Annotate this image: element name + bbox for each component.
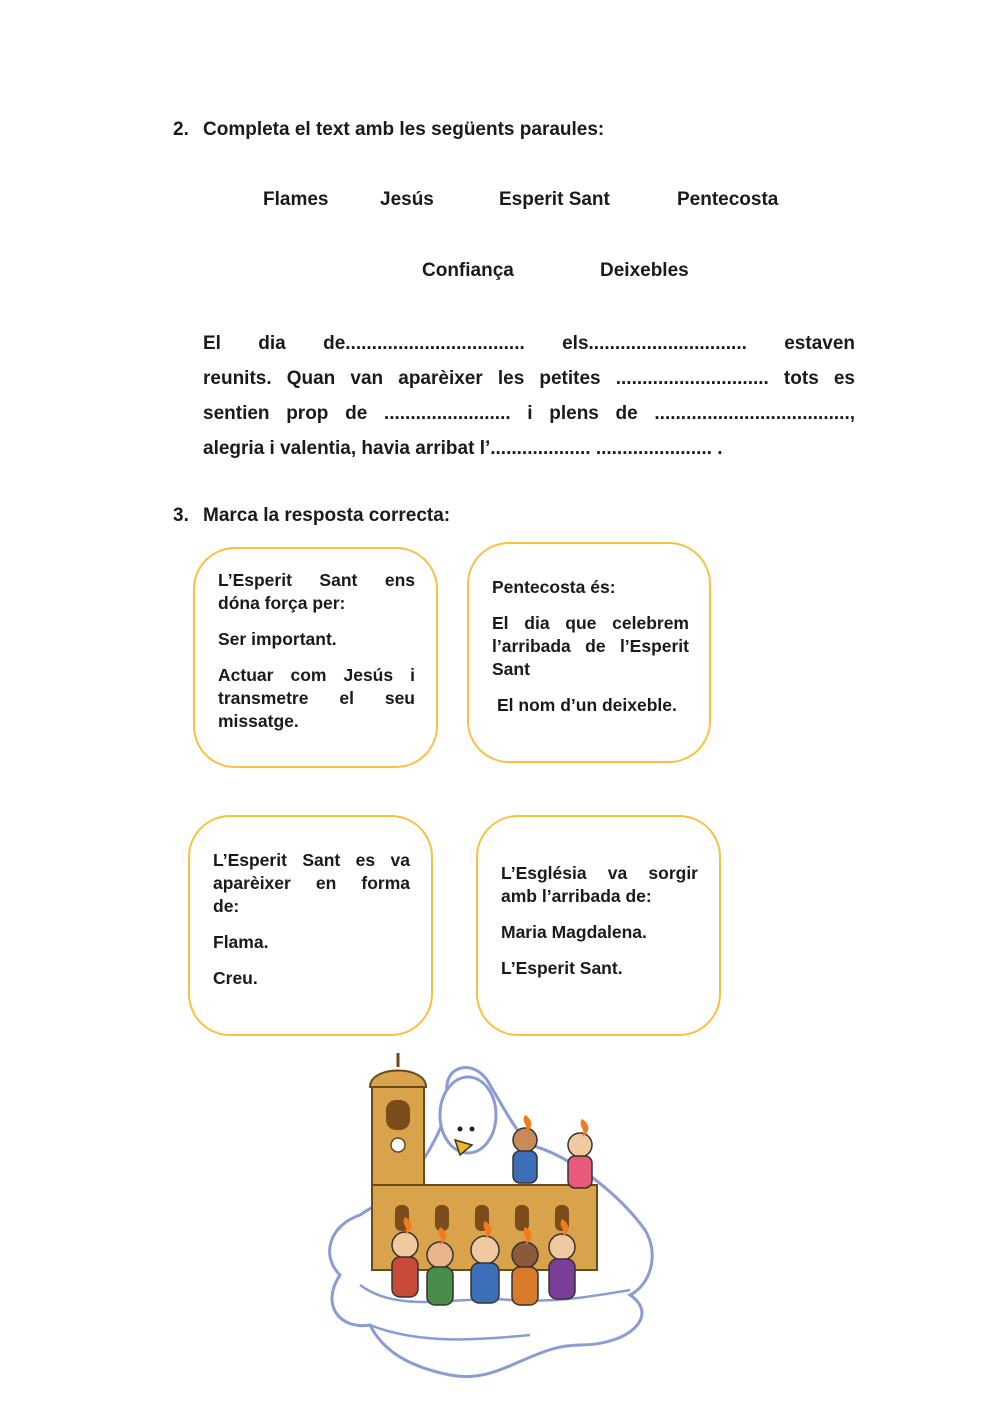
- card-question: [501, 862, 698, 908]
- person-body: [392, 1257, 418, 1297]
- card-option[interactable]: [218, 628, 415, 651]
- card-option-line: Actuar com Jesús i: [218, 665, 415, 685]
- cathedral-bell-window: [386, 1100, 410, 1130]
- person-body: [471, 1263, 499, 1303]
- person-body: [427, 1267, 453, 1305]
- card-option-line: Maria Magdalena.: [501, 922, 647, 942]
- question-3-title: Marca la resposta correcta:: [203, 505, 451, 526]
- pentecost-illustration: [300, 1045, 680, 1390]
- card-question-line: L’Esperit Sant ens: [218, 570, 415, 590]
- card-option[interactable]: [492, 612, 689, 681]
- person-body: [568, 1156, 592, 1188]
- person-head: [513, 1128, 537, 1152]
- person-head: [392, 1232, 418, 1258]
- dove-eye: [458, 1127, 463, 1132]
- dove-head: [440, 1077, 496, 1153]
- card-option[interactable]: [213, 967, 410, 990]
- card-question-line: de:: [213, 896, 240, 916]
- card-question: [492, 576, 689, 599]
- answer-card-1: [193, 547, 438, 768]
- card-option-line: Creu.: [213, 968, 258, 988]
- word-flames: Flames: [263, 189, 329, 210]
- paragraph-line: alegria i valentia, havia arribat l’................... ...................... .: [203, 438, 723, 459]
- word-pentecosta: Pentecosta: [677, 189, 779, 210]
- card-option-line: Ser important.: [218, 629, 337, 649]
- card-question-line: L’Esperit Sant es va: [213, 850, 410, 870]
- person-head: [512, 1242, 538, 1268]
- card-question-line: dóna força per:: [218, 593, 346, 613]
- card-option[interactable]: [213, 931, 410, 954]
- clock-icon: [391, 1138, 405, 1152]
- card-question-line: aparèixer en forma: [213, 873, 410, 893]
- person-head: [568, 1133, 592, 1157]
- card-question-line: Pentecosta és:: [492, 577, 616, 597]
- dove-eye: [470, 1127, 475, 1132]
- word-jesus: Jesús: [380, 189, 434, 210]
- answer-card-3: [188, 815, 433, 1036]
- card-question-line: amb l’arribada de:: [501, 886, 652, 906]
- card-option[interactable]: [501, 921, 698, 944]
- word-esperit-sant: Esperit Sant: [499, 189, 610, 210]
- person-body: [513, 1151, 537, 1183]
- card-option-line: Sant: [492, 659, 530, 679]
- cathedral-window: [435, 1205, 449, 1231]
- card-option[interactable]: [492, 694, 689, 717]
- word-deixebles: Deixebles: [600, 260, 689, 281]
- person-body: [549, 1259, 575, 1299]
- word-confianca: Confiança: [422, 260, 514, 281]
- card-option[interactable]: [501, 957, 698, 980]
- card-option-line: El nom d’un deixeble.: [497, 695, 677, 715]
- card-option-line: L’Esperit Sant.: [501, 958, 623, 978]
- question-2-title: Completa el text amb les següents paraules:: [203, 119, 605, 140]
- paragraph-line: reunits. Quan van aparèixer les petites ............................. tots es: [203, 368, 855, 389]
- fill-in-paragraph: [203, 326, 855, 466]
- paragraph-line: sentien prop de ........................ i plens de .....................................,: [203, 403, 855, 424]
- paragraph-line: El dia de.................................. els.............................. estaven: [203, 333, 855, 354]
- question-3-number: 3.: [173, 505, 189, 526]
- question-3-heading: [173, 505, 451, 527]
- person-head: [427, 1242, 453, 1268]
- question-2-number: 2.: [173, 119, 189, 140]
- card-option-line: Flama.: [213, 932, 269, 952]
- card-question: [213, 849, 410, 918]
- cathedral-window: [515, 1205, 529, 1231]
- person-body: [512, 1267, 538, 1305]
- card-question: [218, 569, 415, 615]
- card-option-line: l’arribada de l’Esperit: [492, 636, 689, 656]
- card-option-line: transmetre el seu: [218, 688, 415, 708]
- person-head: [471, 1236, 499, 1264]
- person-head: [549, 1234, 575, 1260]
- answer-card-2: [467, 542, 711, 763]
- card-option-line: missatge.: [218, 711, 299, 731]
- card-option[interactable]: [218, 664, 415, 733]
- cathedral-dome: [370, 1071, 426, 1088]
- card-option-line: El dia que celebrem: [492, 613, 689, 633]
- question-2-heading: [173, 119, 605, 141]
- answer-card-4: [476, 815, 721, 1036]
- card-question-line: L’Església va sorgir: [501, 863, 698, 883]
